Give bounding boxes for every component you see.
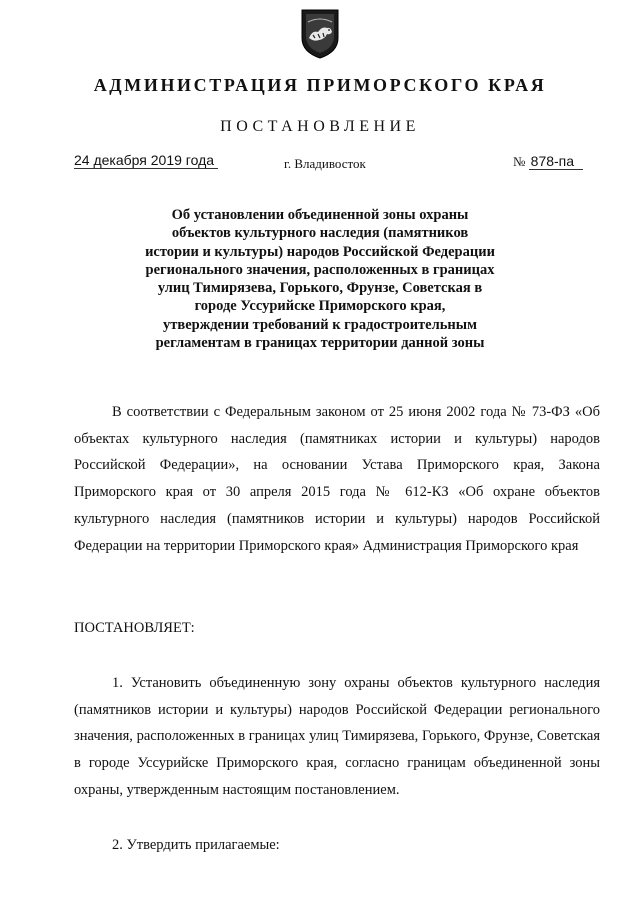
tiger-coat-of-arms-icon bbox=[300, 8, 340, 60]
title-line: объектов культурного наследия (памятников bbox=[171, 225, 469, 242]
number-value: 878-па bbox=[529, 153, 583, 170]
document-city: г. Владивосток bbox=[284, 156, 366, 171]
title-line: регламентам в границах территории данной зоны bbox=[155, 335, 485, 352]
document-type: ПОСТАНОВЛЕНИЕ bbox=[220, 118, 420, 135]
title-line: Об установлении объединенной зоны охраны bbox=[171, 207, 469, 223]
document-title bbox=[120, 206, 520, 352]
resolve-heading: ПОСТАНОВЛЯЕТ: bbox=[74, 620, 195, 636]
title-line: утверждении требований к градостроительным bbox=[163, 316, 477, 333]
title-line: городе Уссурийске Приморского края, bbox=[194, 298, 446, 315]
item-2-paragraph: 2. Утвердить прилагаемые: bbox=[112, 837, 280, 853]
title-line: улиц Тимирязева, Горького, Фрунзе, Советская в bbox=[157, 280, 483, 297]
title-line: регионального значения, расположенных в границах bbox=[145, 261, 495, 278]
preamble-paragraph: В соответствии с Федеральным законом от 25 июня 2002 года № 73-ФЗ «Об объектах культурного наследия (памятниках истории и культуры) народов Российской Федерации», на основании Устава Приморского края, Закона Приморского края от 30 апреля 2015 года № 612-КЗ «Об охране объектов культурного наследия (памятников истории и культуры) народов Российской Федерации на территории Приморского края» Администрация Приморского края bbox=[74, 404, 600, 554]
document-number bbox=[513, 153, 583, 170]
title-line: истории и культуры) народов Российской Федерации bbox=[145, 243, 495, 260]
number-sign: № bbox=[513, 154, 526, 169]
item-1-paragraph: 1. Установить объединенную зону охраны объектов культурного наследия (памятников истории и культуры) народов Российской Федерации регионального значения, расположенных в границах улиц Тимирязева, Горького, Фрунзе, Советская в городе Уссурийске Приморского края, согласно границам объединенной зоны охраны, утвержденным настоящим постановлением. bbox=[74, 675, 600, 798]
document-date: 24 декабря 2019 года bbox=[74, 152, 218, 169]
organization-name: АДМИНИСТРАЦИЯ ПРИМОРСКОГО КРАЯ bbox=[93, 75, 547, 95]
